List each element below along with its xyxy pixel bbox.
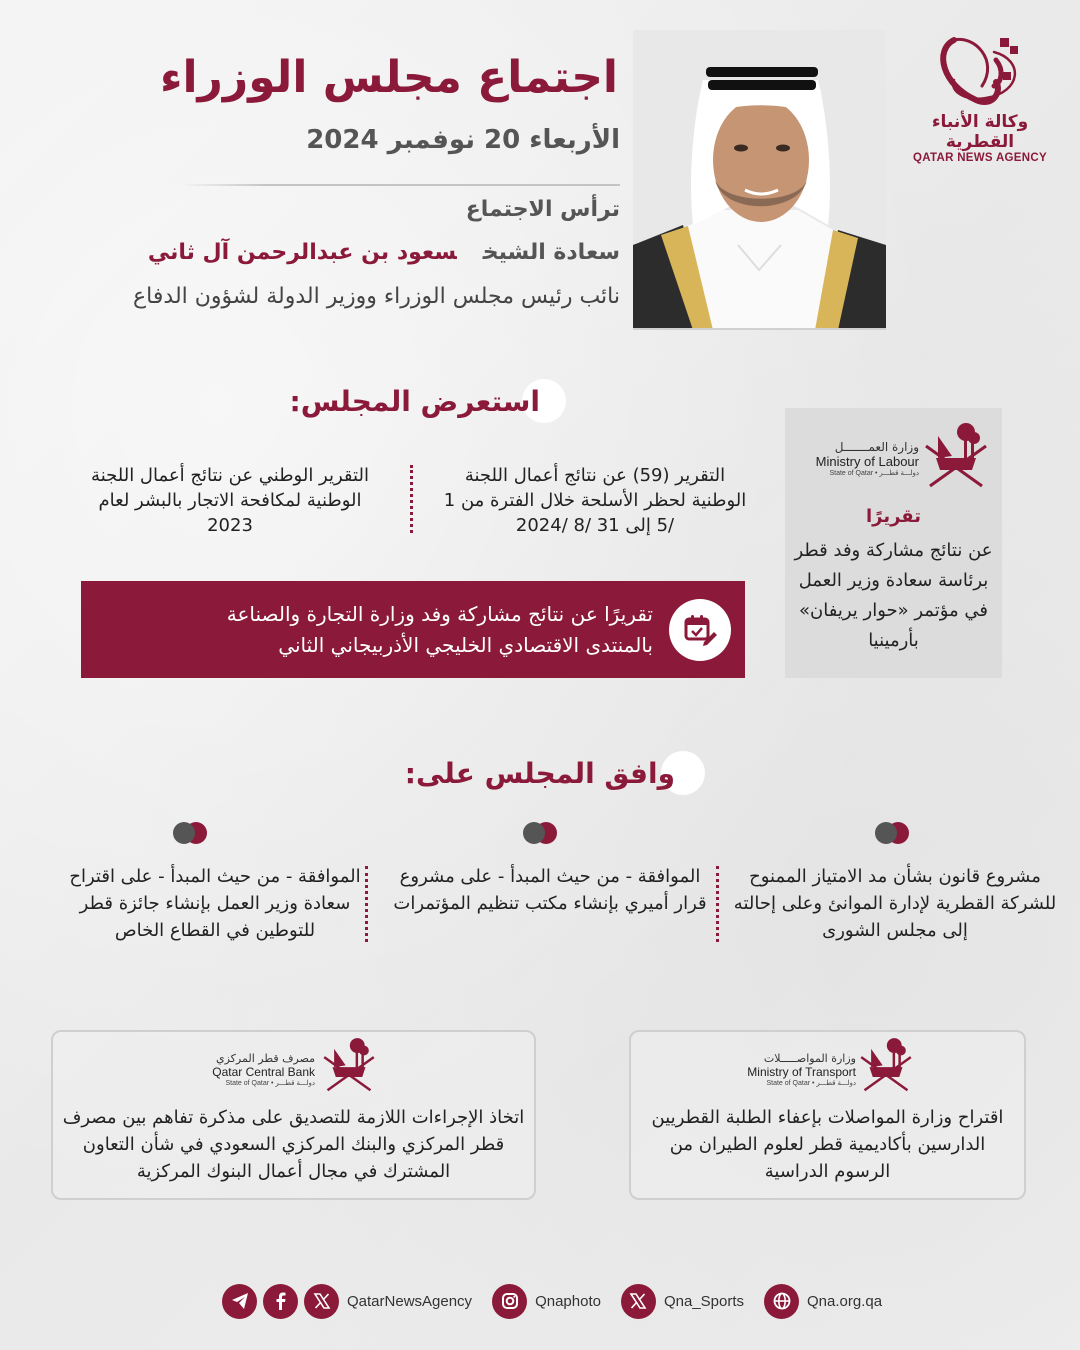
social-handle[interactable]: Qnaphoto <box>535 1292 601 1310</box>
ministry-transport-logo <box>746 1034 916 1096</box>
ministry-labour-logo <box>799 418 989 493</box>
org-name-en: Ministry of Labour <box>815 454 919 469</box>
social-handle[interactable]: QatarNewsAgency <box>347 1292 473 1310</box>
org-state: State of Qatar • دولـــة قطـــر <box>225 1080 315 1087</box>
brand-name-en: QATAR NEWS AGENCY <box>913 152 1047 164</box>
banner-line-1: تقريرًا عن نتائج مشاركة وفد وزارة التجارة والصناعة <box>226 601 653 626</box>
review-item: التقرير الوطني عن نتائج أعمال اللجنة الوطنية لمكافحة الاتجار بالبشر لعام 2023 <box>91 465 369 536</box>
ministry-labour-card <box>785 408 1002 678</box>
chair-name-row <box>148 240 620 265</box>
honorific: سعادة الشيخ <box>482 240 620 265</box>
labour-card-body: عن نتائج مشاركة وفد قطر برئاسة سعادة وزير العمل في مؤتمر «حوار يريفان» بأرمينيا <box>794 540 993 651</box>
org-name-ar: وزارة العمـــــــل <box>834 440 919 454</box>
org-state: State of Qatar • دولـــة قطـــر <box>829 470 919 477</box>
social-handle[interactable]: Qna.org.qa <box>807 1292 883 1310</box>
qatar-emblem-icon <box>858 1034 914 1096</box>
telegram-icon[interactable] <box>222 1284 257 1319</box>
review-heading <box>290 385 540 418</box>
chair-name: سعود بن عبدالرحمن آل ثاني <box>147 240 457 265</box>
trade-report-banner <box>81 581 745 678</box>
org-state: State of Qatar • دولـــة قطـــر <box>766 1080 856 1087</box>
org-name-en: Qatar Central Bank <box>212 1065 315 1079</box>
calendar-check-edit-icon <box>669 599 731 661</box>
central-bank-logo <box>203 1034 383 1096</box>
x-icon[interactable] <box>304 1284 339 1319</box>
bullet-dots-icon <box>171 822 209 844</box>
review-heading-text: استعرض المجلس: <box>289 385 540 418</box>
bank-card-text: اتخاذ الإجراءات اللازمة للتصديق على مذكرة تفاهم بين مصرف قطر المركزي والبنك المركزي السعودي في شأن التعاون المشترك في مجال أعمال البنوك المركزية <box>62 1107 525 1182</box>
header-divider <box>180 184 620 186</box>
bullet-dots-icon <box>873 822 911 844</box>
brand-name-ar: وكالة الأنباء القطرية <box>931 112 1029 152</box>
dotted-divider <box>716 866 719 942</box>
instagram-icon[interactable] <box>492 1284 527 1319</box>
org-name-ar: مصرف قطر المركزي <box>216 1052 315 1065</box>
chaired-label: ترأس الاجتماع <box>465 197 620 222</box>
labour-card-title: تقريرًا <box>865 506 922 527</box>
social-footer <box>222 1282 902 1320</box>
qatar-emblem-icon <box>924 418 988 493</box>
facebook-icon[interactable] <box>263 1284 298 1319</box>
social-handle[interactable]: Qna_Sports <box>663 1292 744 1310</box>
qna-logo <box>905 30 1055 164</box>
banner-line-2: بالمنتدى الاقتصادي الخليجي الأذربيجاني الثاني <box>278 632 653 657</box>
approval-item: الموافقة - من حيث المبدأ - على اقتراح سعادة وزير العمل بإنشاء جائزة قطر للتوطين في القطاع الخاص <box>69 866 361 941</box>
portrait-photo <box>633 30 886 330</box>
dotted-divider <box>410 465 413 533</box>
org-name-ar: وزارة المواصـــــلات <box>763 1052 856 1065</box>
qatar-emblem-icon <box>321 1034 377 1096</box>
transport-card-text: اقتراح وزارة المواصلات بإعفاء الطلبة القطريين الدارسين بأكاديمية قطر لعلوم الطيران من الرسوم الدراسية <box>651 1107 1004 1182</box>
chair-role: نائب رئيس مجلس الوزراء ووزير الدولة لشؤون الدفاع <box>133 284 620 309</box>
page-title: اجتماع مجلس الوزراء <box>159 52 618 103</box>
approvals-heading-text: وافق المجلس على: <box>404 757 675 790</box>
globe-icon[interactable] <box>764 1284 799 1319</box>
central-bank-card <box>51 1030 536 1200</box>
org-name-en: Ministry of Transport <box>747 1065 856 1079</box>
approval-item: الموافقة - من حيث المبدأ - على مشروع قرار أميري بإنشاء مكتب تنظيم المؤتمرات <box>393 866 707 914</box>
qna-orbit-logo-icon <box>924 30 1036 110</box>
x-icon[interactable] <box>621 1284 656 1319</box>
banner-text <box>227 599 653 661</box>
meeting-date: الأربعاء 20 نوفمبر 2024 <box>306 125 620 155</box>
review-item: التقرير (59) عن نتائج أعمال اللجنة الوطنية لحظر الأسلحة خلال الفترة من 1 /5 إلى 31 /8 /2024 <box>443 465 747 536</box>
approvals-heading <box>405 757 675 790</box>
bullet-dots-icon <box>521 822 559 844</box>
approval-item: مشروع قانون بشأن مد الامتياز الممنوح للشركة القطرية لإدارة الموانئ وعلى إحالته إلى مجلس الشورى <box>733 866 1057 941</box>
ministry-transport-card <box>629 1030 1026 1200</box>
